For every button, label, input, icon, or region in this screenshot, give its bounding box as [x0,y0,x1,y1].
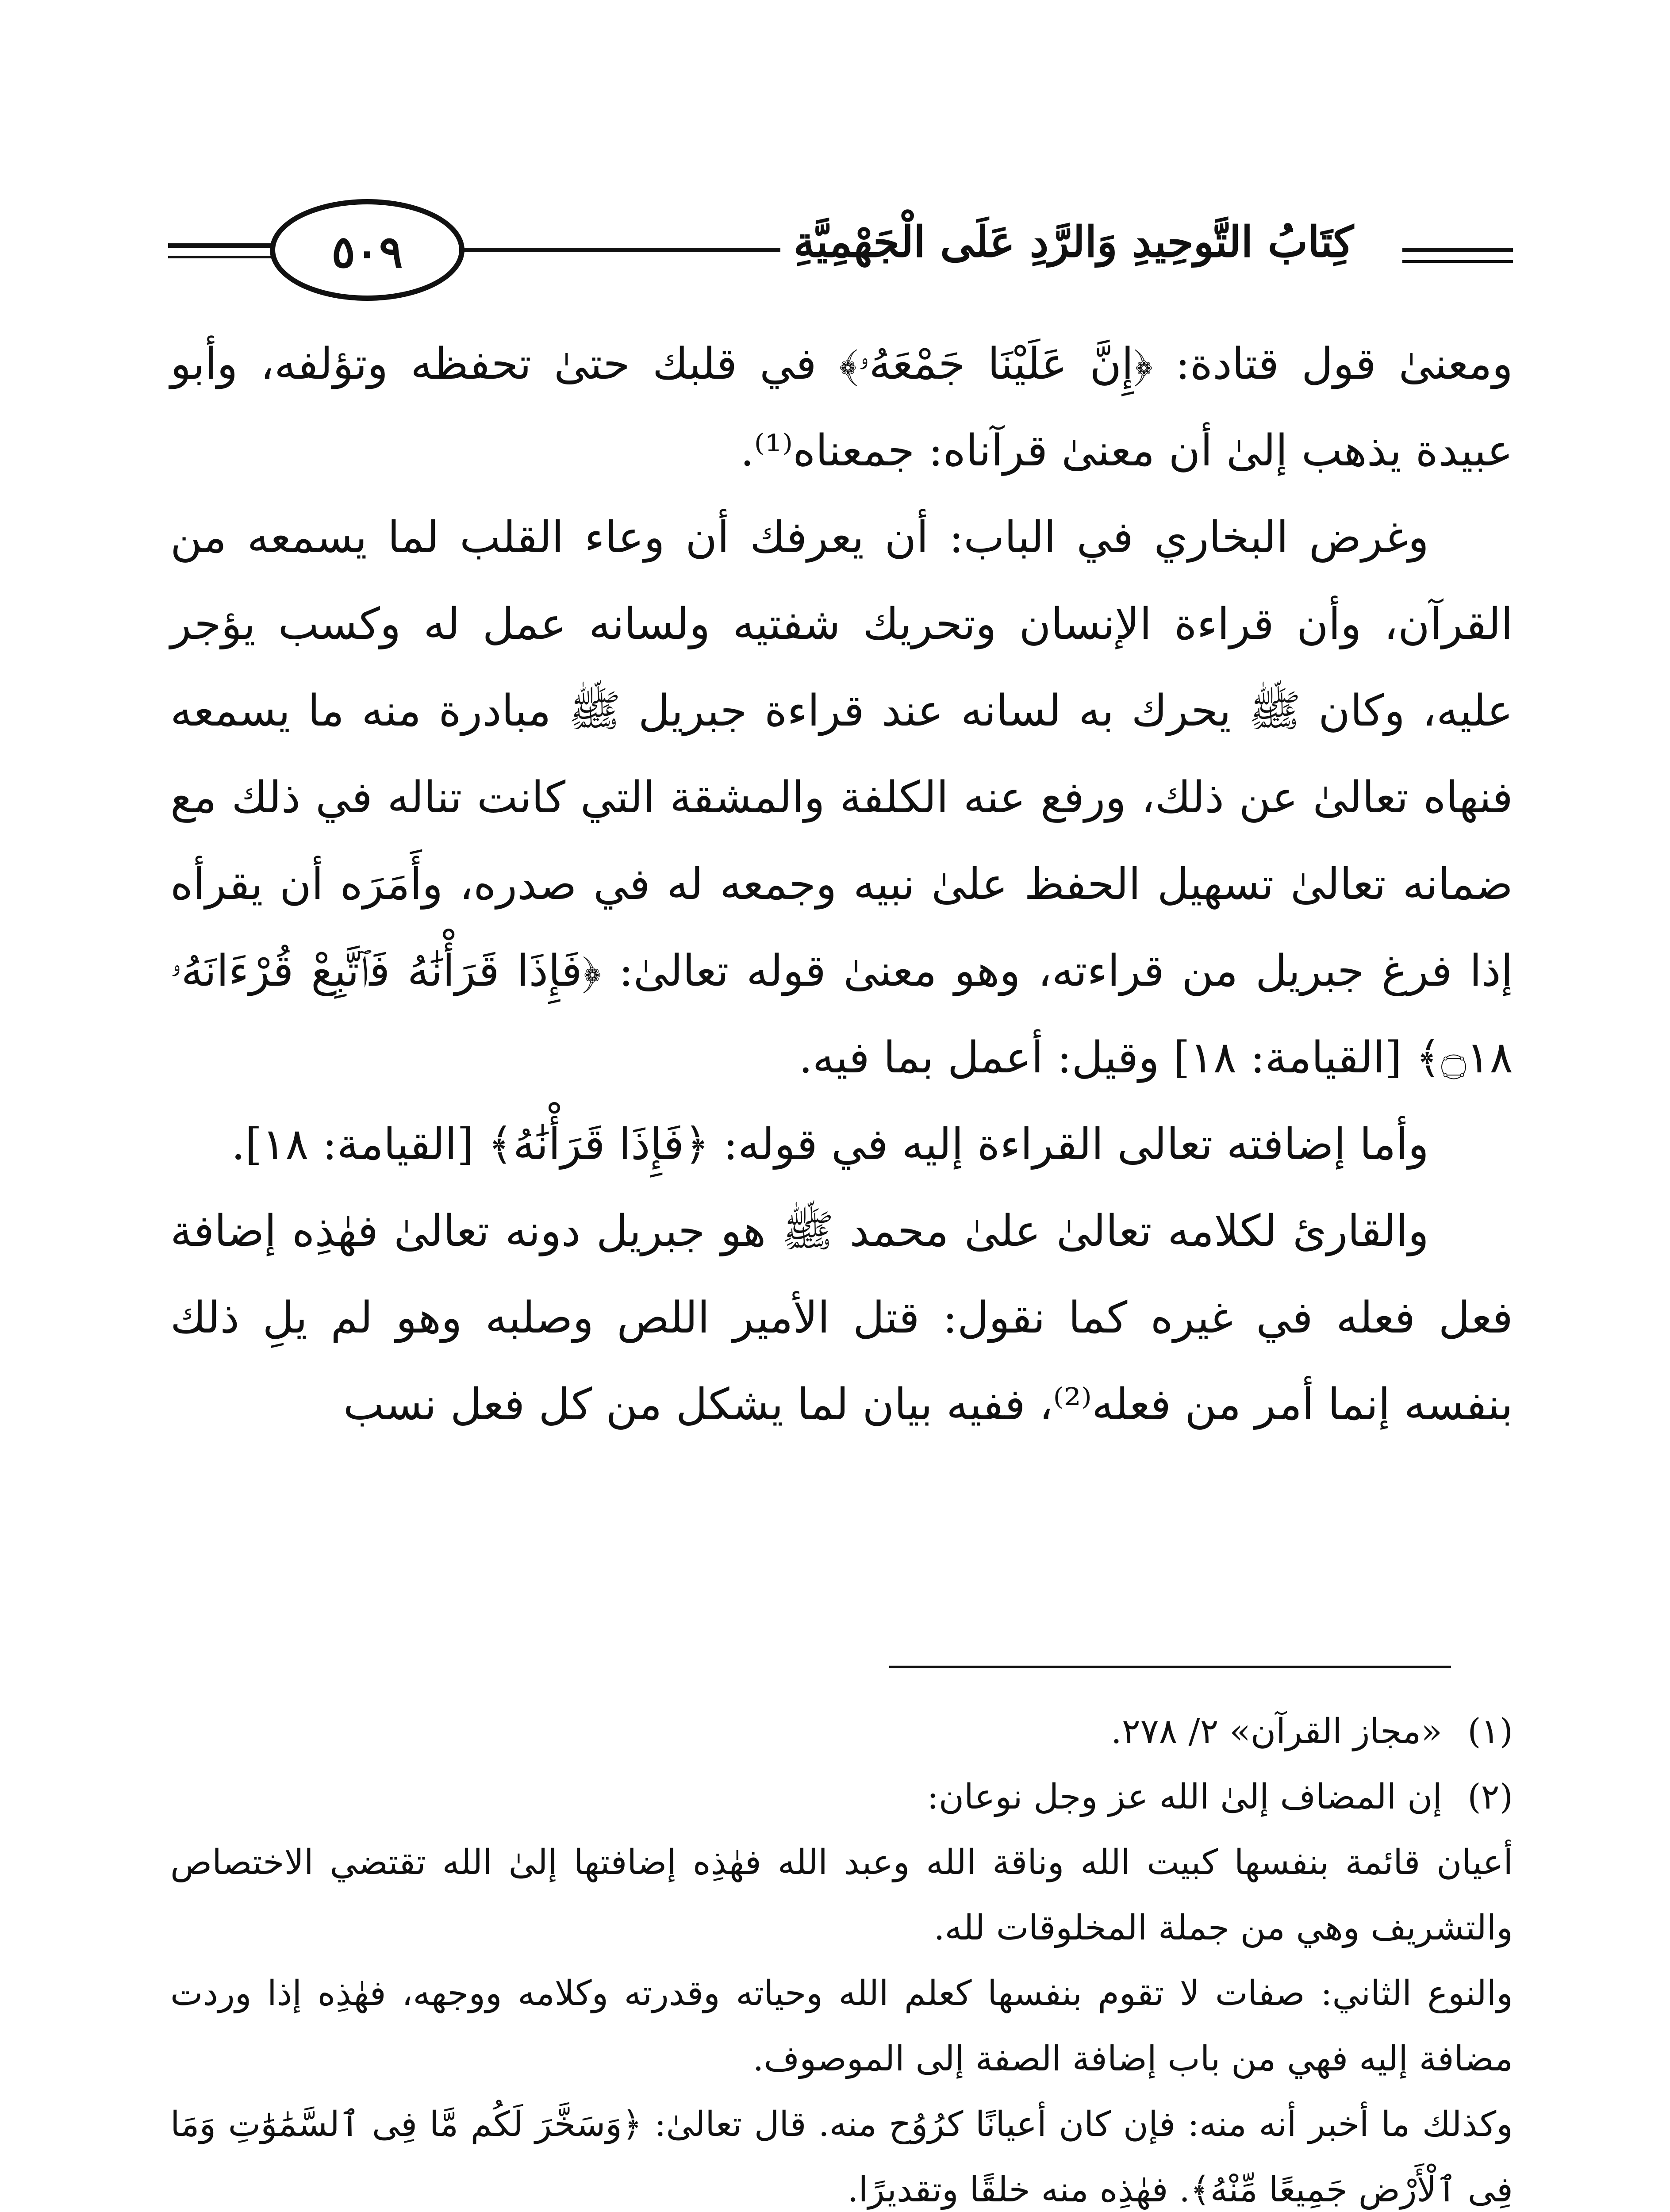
paragraph-1: ومعنىٰ قول قتادة: ﴿إِنَّ عَلَيْنَا جَمْعَهُۥ﴾ في قلبك حتىٰ تحفظه وتؤلفه، وأبو عبيدة يذهب إلىٰ أن معنىٰ قرآناه: جمعناه⁽¹⁾. [170,339,1513,476]
header-rule-right [1402,248,1513,252]
footnote-2-continuation [170,1830,1513,2212]
paragraph-2: وغرض البخاري في الباب: أن يعرفك أن وعاء القلب لما يسمعه من القرآن، وأن قراءة الإنسان وتحريك شفتيه ولسانه عمل له وكسب يؤجر عليه، وكان ﷺ يحرك به لسانه عند قراءة جبريل ﷺ مبادرة منه ما يسمعه فنهاه تعالىٰ عن ذلك، ورفع عنه الكلفة والمشقة التي كانت تناله في ذلك مع ضمانه تعالىٰ تسهيل الحفظ علىٰ نبيه وجمعه له في صدره، وأَمَرَه أن يقرأه إذا فرغ جبريل من قراءته، وهو معنىٰ قوله تعالىٰ: ﴿فَإِذَا قَرَأْنَٰهُ فَٱتَّبِعْ قُرْءَانَهُۥ ۝١٨﴾ [القيامة: ١٨] وقيل: أعمل بما فيه. [170,512,1513,1083]
footnote-body [170,1764,1442,1830]
footnote-paragraph: وكذلك ما أخبر أنه منه: فإن كان أعيانًا كرُوُح منه. قال تعالىٰ: ﴿وَسَخَّرَ لَكُم مَّا فِى ٱلسَّمَٰوَٰتِ وَمَا فِى ٱلْأَرْضِ جَمِيعًا مِّنْهُ﴾. فهٰذِه منه خلقًا وتقديرًا. [170,2104,1513,2210]
footnote-1 [170,1699,1513,1764]
footnote-paragraph: إن المضاف إلىٰ الله عز وجل نوعان: [927,1777,1442,1817]
page-number-badge [270,199,465,301]
running-title: كِتَابُ التَّوحِيدِ وَالرَّدِ عَلَى الْجَهْمِيَّةِ [780,217,1367,267]
page-number: ٥٠٩ [331,226,403,278]
header-rule-right-lower [1402,260,1513,263]
paragraph-3: وأما إضافته تعالى القراءة إليه في قوله: ﴿فَإِذَا قَرَأْنَٰهُ﴾ [القيامة: ١٨]. [231,1119,1429,1170]
footnote-paragraph: «مجاز القرآن» ٢/ ٢٧٨. [1111,1712,1442,1751]
footnote-paragraph: أعيان قائمة بنفسها كبيت الله وناقة الله وعبد الله فهٰذِه إضافتها إلىٰ الله تقتضي الاختصاص والتشريف وهي من جملة المخلوقات لله. [170,1843,1513,1948]
footnote-number: (١) [1467,1712,1513,1751]
footnote-paragraph: والنوع الثاني: صفات لا تقوم بنفسها كعلم الله وحياته وقدرته وكلامه ووجهه، فهٰذِه إذا وردت مضافة إليه فهي من باب إضافة الصفة إلى الموصوف. [170,1974,1513,2079]
footnote-separator [889,1666,1451,1668]
footnotes [170,1699,1513,2212]
main-text [170,321,1513,1448]
footnote-body [170,1699,1442,1764]
paragraph-4: والقارئ لكلامه تعالىٰ علىٰ محمد ﷺ هو جبريل دونه تعالىٰ فهٰذِه إضافة فعل فعله في غيره كما نقول: قتل الأمير اللص وصلبه وهو لم يلِ ذلك بنفسه إنما أمر من فعله⁽²⁾، ففيه بيان لما يشكل من كل فعل نسب [170,1206,1513,1430]
footnote-number: (٢) [1467,1777,1513,1817]
page-header [168,199,1513,310]
footnote-2 [170,1764,1513,1830]
